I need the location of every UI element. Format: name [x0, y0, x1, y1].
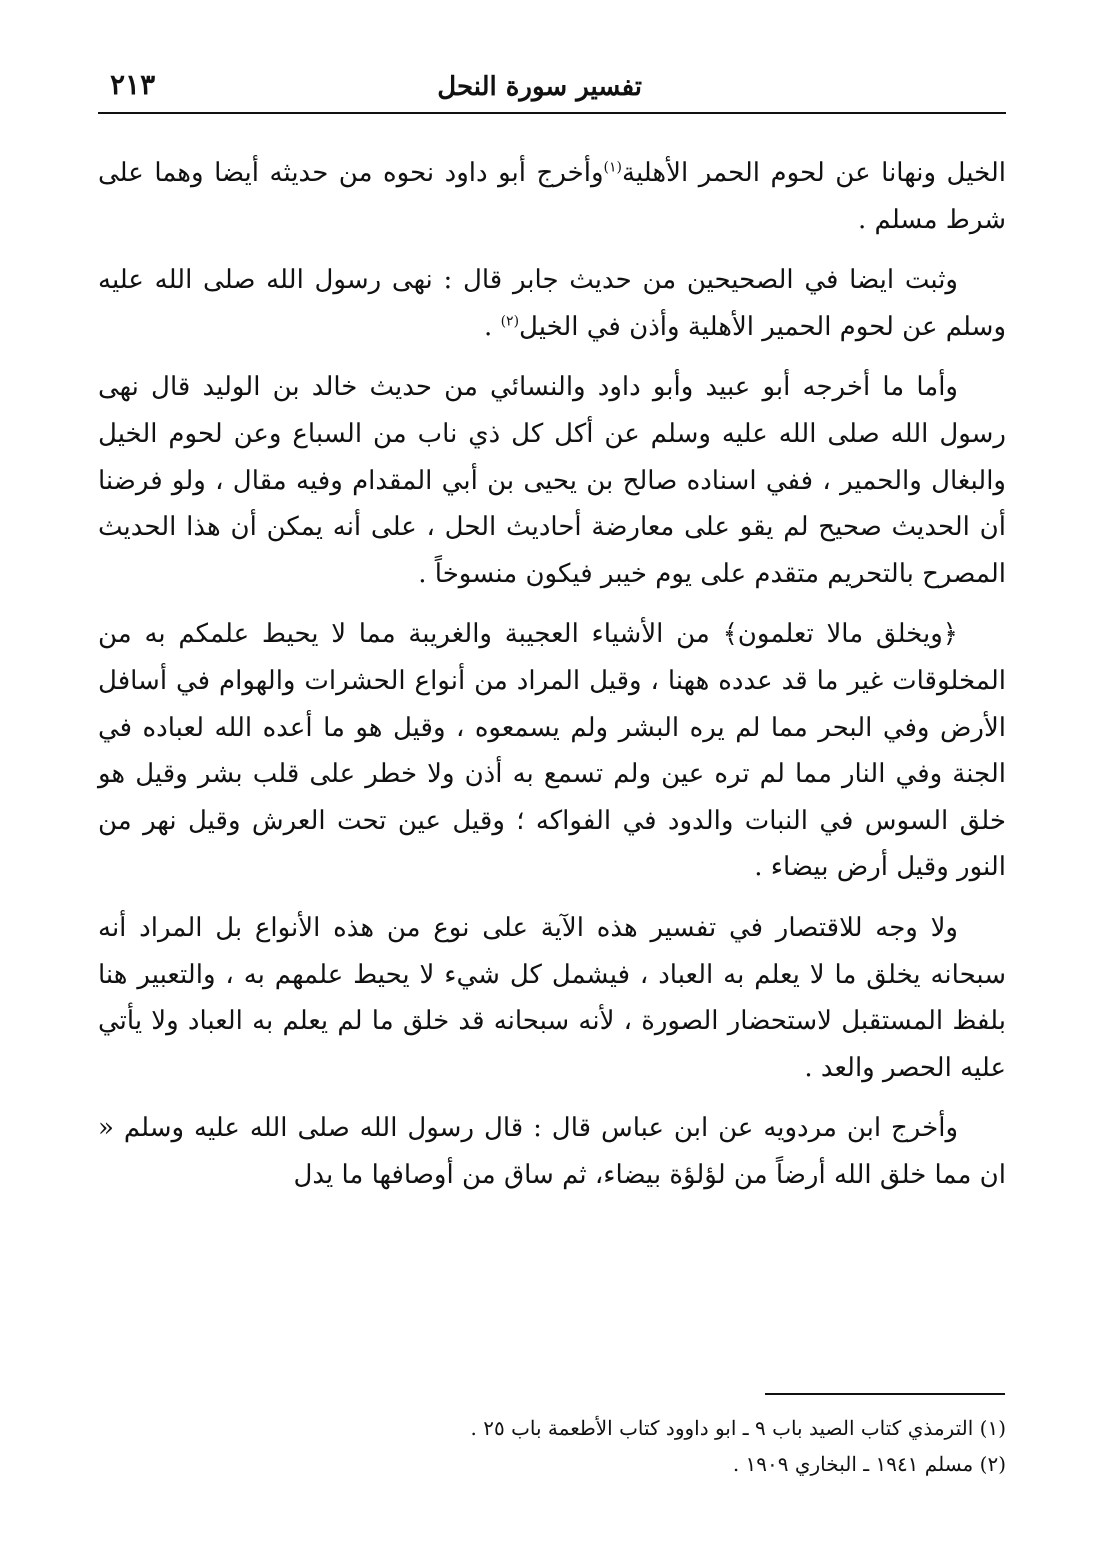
page-header: [98, 58, 1006, 110]
footnote-1: (١) الترمذي كتاب الصيد باب ٩ ـ ابو داوود كتاب الأطعمة باب ٢٥ .: [470, 1416, 1006, 1440]
paragraph-1-text-b: وأخرج أبو داود نحوه من حديثه أيضا وهما على شرط مسلم .: [98, 158, 1006, 235]
footnote-ref-1: (١): [603, 159, 623, 176]
paragraph-6: وأخرج ابن مردويه عن ابن عباس قال : قال رسول الله صلى الله عليه وسلم « ان مما خلق الله أرضاً من لؤلؤة بيضاء، ثم ساق من أوصافها ما يدل: [98, 1113, 1006, 1190]
paragraph-5: ولا وجه للاقتصار في تفسير هذه الآية على نوع من هذه الأنواع بل المراد أنه سبحانه يخلق ما لا يعلم به العباد ، فيشمل كل شيء لا يحيط علمهم به ، والتعبير هنا بلفظ المستقبل لاستحضار الصورة ، لأنه سبحانه قد خلق ما لم يعلم به العباد ولا يأتي عليه الحصر والعد .: [98, 912, 1006, 1083]
paragraph-1: [98, 150, 1006, 243]
paragraph-3: وأما ما أخرجه أبو عبيد وأبو داود والنسائي من حديث خالد بن الوليد قال نهى رسول الله صلى الله عليه وسلم عن أكل كل ذي ناب من السباع وعن لحوم الخيل والبغال والحمير ، ففي اسناده صالح بن يحيى بن أبي المقدام وفيه مقال ، ولو فرضنا أن الحديث صحيح لم يقو على معارضة أحاديث الحل ، على أنه يمكن أن هذا الحديث المصرح بالتحريم متقدم على يوم خيبر فيكون منسوخاً .: [98, 372, 1006, 589]
paragraph-4: ﴿ويخلق مالا تعلمون﴾ من الأشياء العجيبة والغريبة مما لا يحيط علمكم به من المخلوقات غير ما قد عدده ههنا ، وقيل المراد من أنواع الحشرات والهوام في أسافل الأرض وفي البحر مما لم يره البشر ولم يسمعوه ، وقيل هو ما أعده الله لعباده في الجنة وفي النار مما لم تره عين ولم تسمع به أذن ولا خطر على قلب بشر وقيل هو خلق السوس في النبات والدود في الفواكه ؛ وقيل عين تحت العرش وقيل نهر من النور وقيل أرض بيضاء .: [98, 619, 1006, 883]
paragraph-2: [98, 257, 1006, 350]
page-number: ٢١٣: [110, 68, 156, 101]
footnotes: [98, 1410, 1006, 1482]
footnote-ref-2: (٢): [500, 313, 520, 330]
paragraph-1-text-a: الخيل ونهانا عن لحوم الحمر الأهلية: [622, 158, 1006, 188]
body-text: [98, 150, 1006, 1212]
paragraph-2-text-a: وثبت ايضا في الصحيحين من حديث جابر قال : نهى رسول الله صلى الله عليه وسلم عن لحوم الحمير الأهلية وأذن في الخيل: [98, 265, 1006, 342]
footnote-rule: [765, 1393, 1005, 1395]
paragraph-2-text-b: .: [484, 311, 501, 342]
footnote-2: (٢) مسلم ١٩٤١ ـ البخاري ١٩٠٩ .: [732, 1452, 1006, 1476]
header-rule: [98, 112, 1006, 114]
running-title: تفسير سورة النحل: [437, 72, 642, 102]
